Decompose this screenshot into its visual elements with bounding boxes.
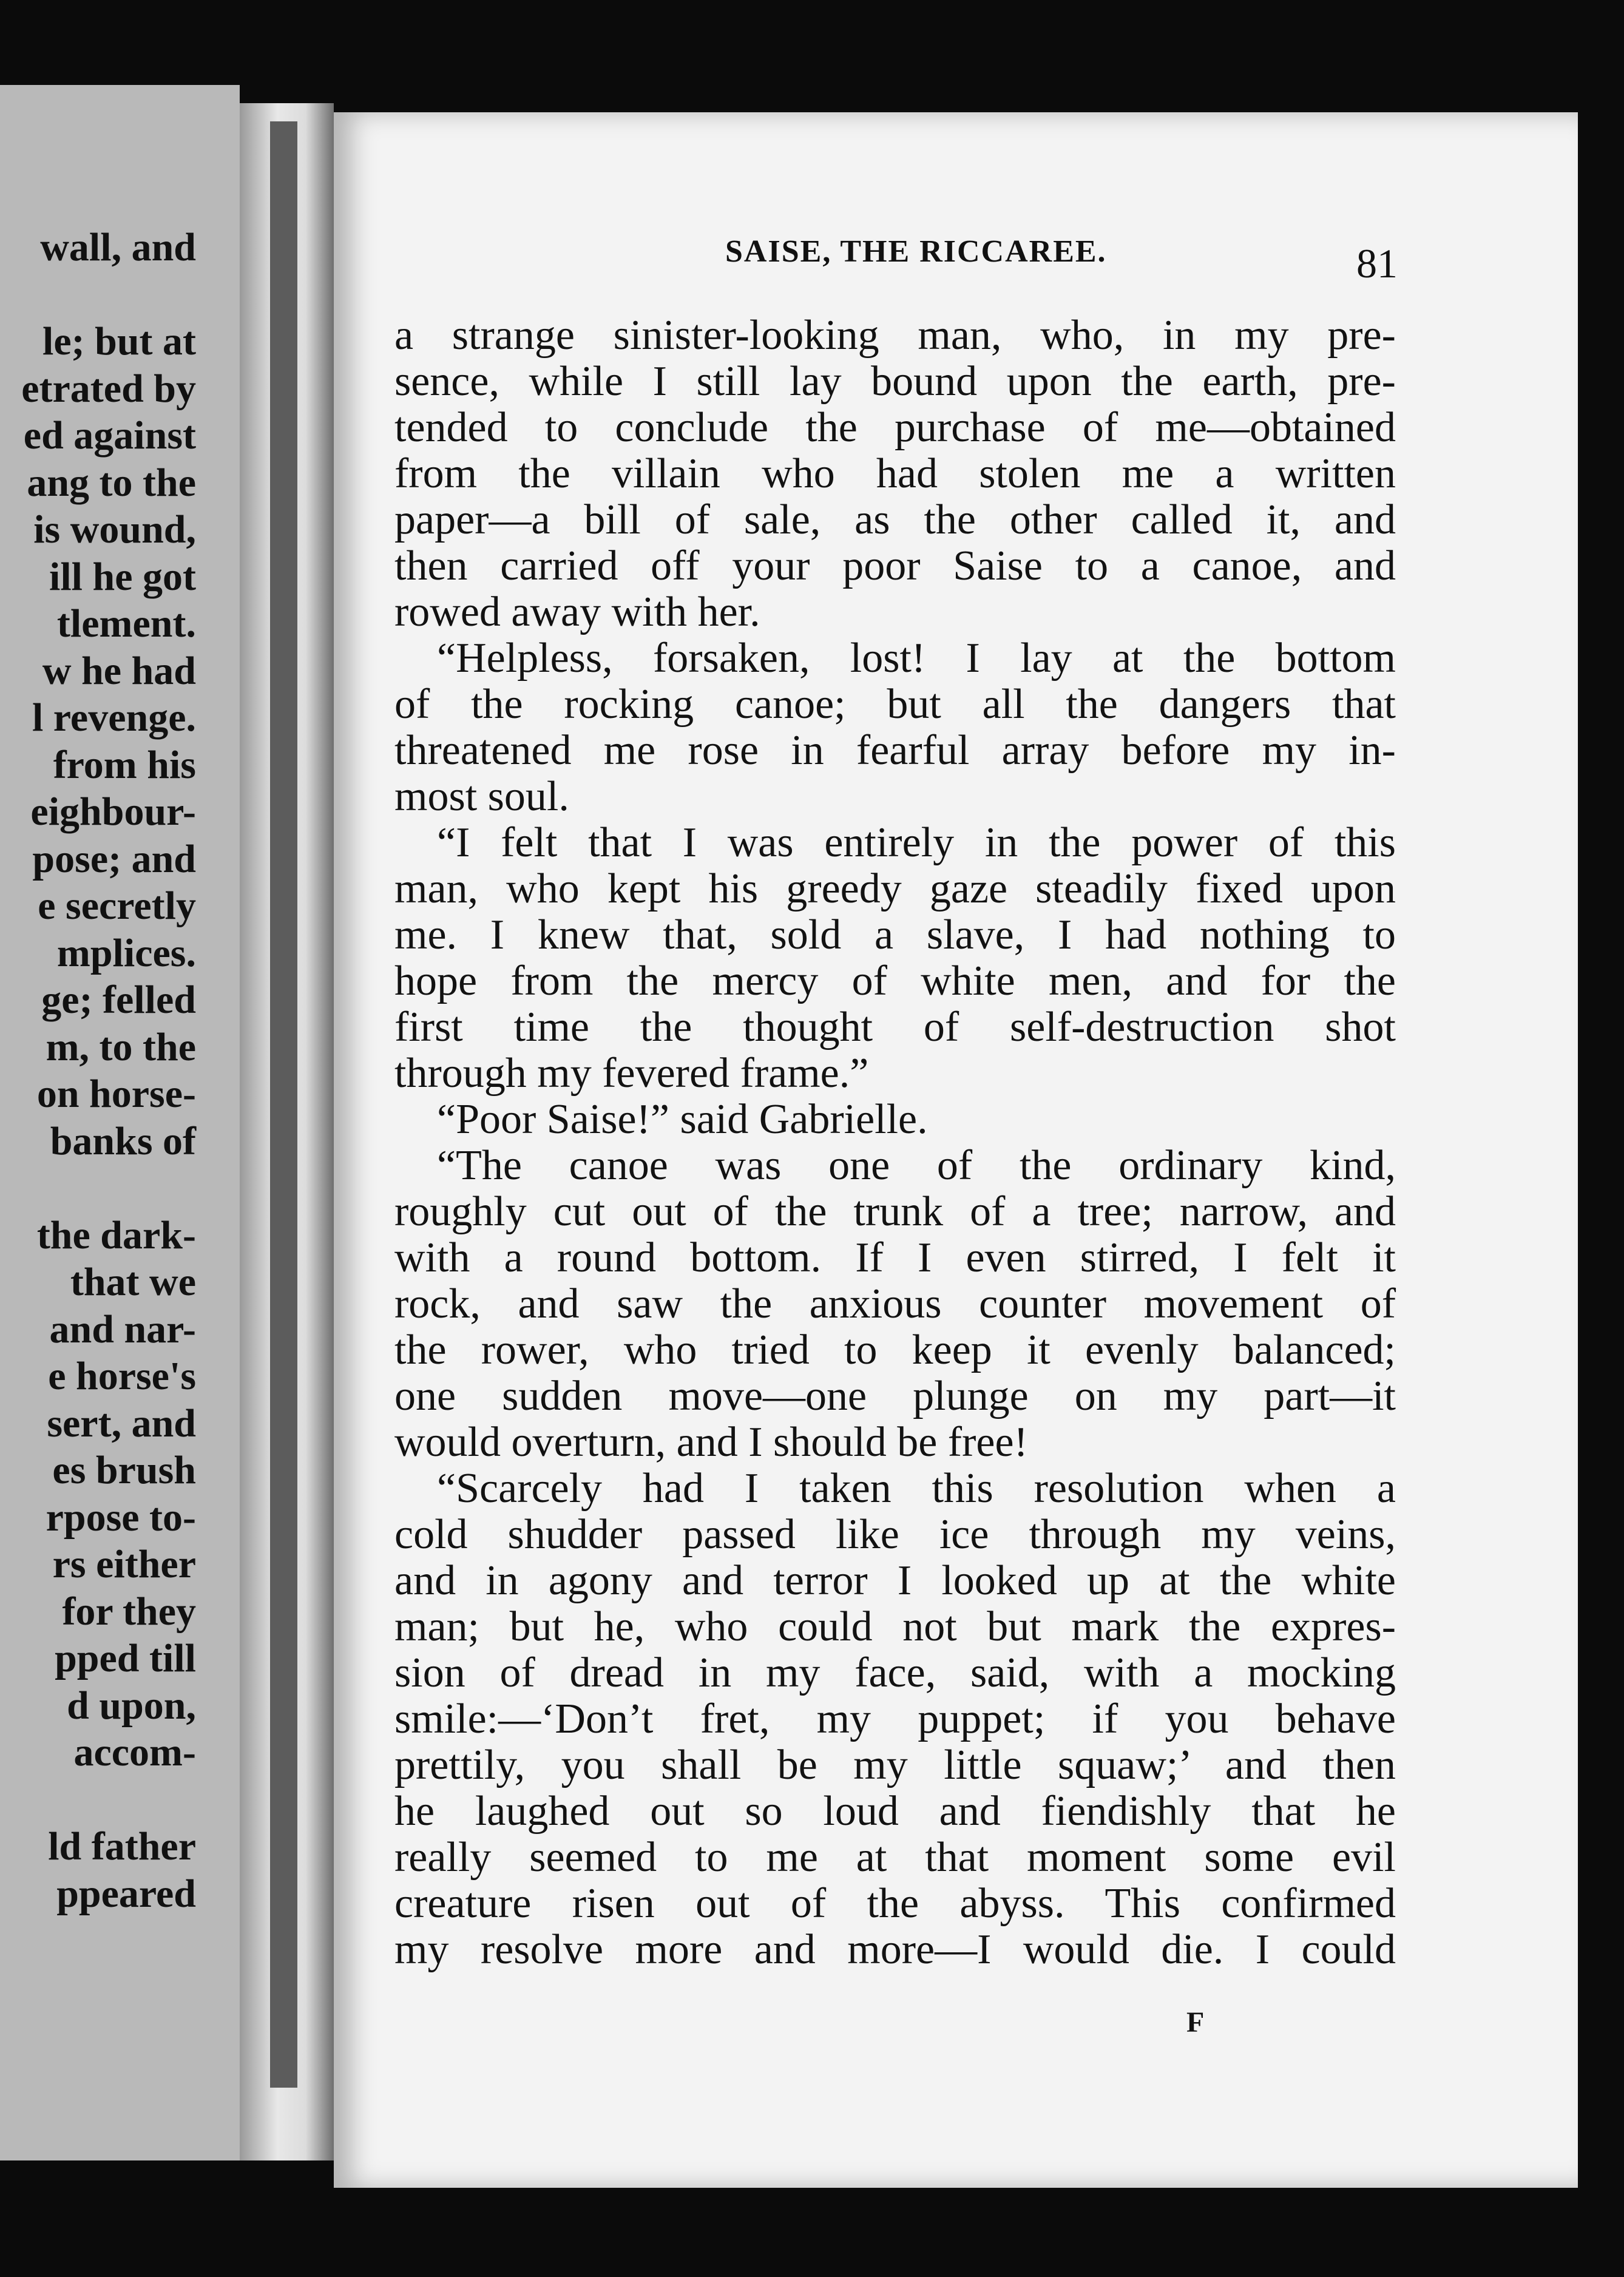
text-line: my resolve more and more—I would die. I could — [394, 1926, 1396, 1973]
left-page-line: accom- — [73, 1730, 196, 1775]
left-page-line: is wound, — [33, 507, 196, 552]
text-line: threatened me rose in fearful array before my in- — [394, 727, 1396, 774]
text-line: the rower, who tried to keep it evenly balanced; — [394, 1327, 1396, 1373]
text-line: first time the thought of self-destruction shot — [394, 1004, 1396, 1051]
left-page-line: sert, and — [47, 1401, 196, 1446]
text-line: sence, while I still lay bound upon the earth, pre- — [394, 358, 1396, 405]
text-line: one sudden move—one plunge on my part—it — [394, 1373, 1396, 1419]
text-line: and in agony and terror I looked up at the white — [394, 1557, 1396, 1604]
text-line: cold shudder passed like ice through my veins, — [394, 1511, 1396, 1558]
left-page-line: m, to the — [46, 1024, 196, 1069]
left-page-line: ang to the — [27, 460, 196, 505]
text-line: really seemed to me at that moment some evil — [394, 1834, 1396, 1881]
text-line: “I felt that I was entirely in the power of this — [437, 819, 1396, 866]
text-line: with a round bottom. If I even stirred, I felt it — [394, 1234, 1396, 1281]
left-page-line: rs either — [52, 1542, 196, 1586]
left-page-line: ld father — [48, 1824, 196, 1869]
left-page-line: l revenge. — [32, 695, 196, 740]
text-line: “Poor Saise!” said Gabrielle. — [437, 1096, 928, 1143]
text-line: sion of dread in my face, said, with a mocking — [394, 1649, 1396, 1696]
text-line: rock, and saw the anxious counter movement of — [394, 1281, 1396, 1327]
left-page-line: the dark- — [36, 1213, 196, 1257]
text-line: “Scarcely had I taken this resolution when a — [437, 1465, 1396, 1512]
text-line: man; but he, who could not but mark the expres- — [394, 1603, 1396, 1650]
left-page-line: pped till — [55, 1636, 196, 1680]
text-line: “The canoe was one of the ordinary kind, — [437, 1142, 1396, 1189]
text-line: prettily, you shall be my little squaw;’ and then — [394, 1742, 1396, 1788]
left-page-line: eighbour- — [30, 790, 196, 834]
signature-mark: F — [1186, 2006, 1205, 2038]
left-page-line: ill he got — [49, 554, 196, 599]
left-page-line: w he had — [42, 648, 196, 693]
text-line: smile:—‘Don’t fret, my puppet; if you behave — [394, 1696, 1396, 1742]
left-page-line: ppeared — [56, 1871, 196, 1916]
text-line: “Helpless, forsaken, lost! I lay at the bottom — [437, 635, 1396, 682]
left-page-line: e secretly — [38, 884, 196, 928]
left-page-line: es brush — [52, 1448, 196, 1492]
body-text — [394, 313, 1396, 1973]
gutter-shadow — [270, 121, 297, 2088]
text-line: from the villain who had stolen me a written — [394, 450, 1396, 497]
left-page-line: rpose to- — [46, 1495, 196, 1540]
left-page-line: mplices. — [56, 930, 196, 975]
text-line: tended to conclude the purchase of me—obtained — [394, 404, 1396, 451]
left-page-line: le; but at — [42, 319, 196, 364]
left-page-line: ge; felled — [41, 978, 196, 1022]
text-line: he laughed out so loud and fiendishly that he — [394, 1788, 1396, 1835]
left-page-line: etrated by — [21, 366, 196, 411]
left-page-line: ed against — [23, 413, 196, 458]
page-number: 81 — [1356, 240, 1398, 286]
left-page-line: pose; and — [32, 836, 196, 881]
running-title: SAISE, THE RICCAREE. — [725, 234, 1107, 269]
left-page-line: and nar- — [49, 1307, 196, 1352]
left-page-line: d upon, — [67, 1683, 196, 1728]
text-line: roughly cut out of the trunk of a tree; narrow, and — [394, 1188, 1396, 1235]
text-line: would overturn, and I should be free! — [394, 1419, 1028, 1466]
text-line: man, who kept his greedy gaze steadily fixed upon — [394, 865, 1396, 912]
text-line: of the rocking canoe; but all the dangers that — [394, 681, 1396, 728]
text-line: creature risen out of the abyss. This confirmed — [394, 1880, 1396, 1927]
text-line: me. I knew that, sold a slave, I had nothing to — [394, 912, 1396, 958]
left-page-line: on horse- — [36, 1072, 196, 1116]
left-page-line: that we — [70, 1260, 196, 1304]
left-page-line: tlement. — [56, 601, 196, 646]
text-line: a strange sinister-looking man, who, in my pre- — [394, 312, 1396, 359]
left-facing-page — [0, 85, 240, 2160]
left-page-line: banks of — [50, 1118, 196, 1163]
text-line: rowed away with her. — [394, 589, 760, 635]
left-page-line: for they — [62, 1589, 196, 1634]
text-line: through my fevered frame.” — [394, 1050, 869, 1097]
text-line: hope from the mercy of white men, and for the — [394, 958, 1396, 1004]
text-line: paper—a bill of sale, as the other called it, and — [394, 496, 1396, 543]
left-page-line: e horse's — [48, 1354, 196, 1398]
left-page-line: from his — [53, 742, 196, 787]
text-line: most soul. — [394, 773, 569, 820]
left-page-line: wall, and — [40, 225, 196, 269]
text-line: then carried off your poor Saise to a canoe, and — [394, 543, 1396, 589]
